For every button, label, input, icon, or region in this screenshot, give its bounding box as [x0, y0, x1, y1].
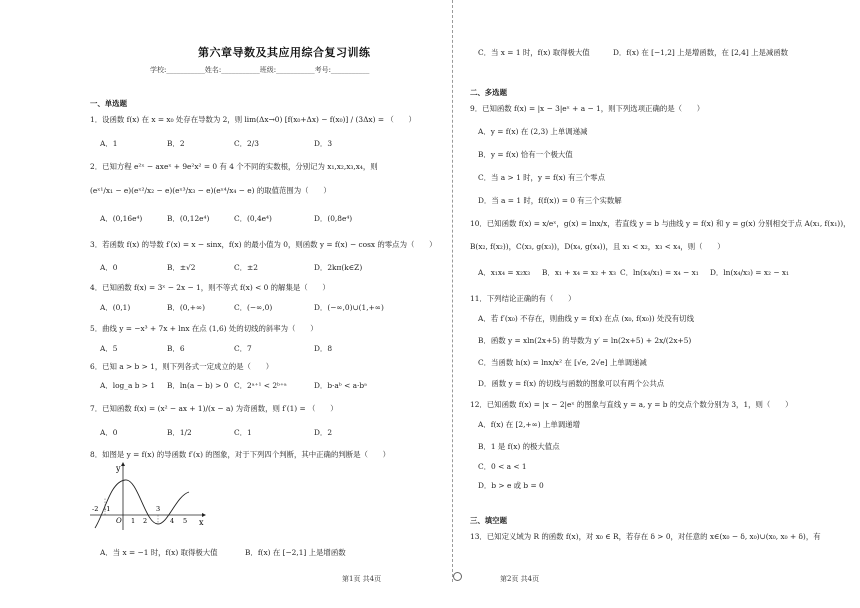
q12-option-b[interactable]: B．1 是 f(x) 的极大值点	[478, 442, 560, 451]
section-fill-blank: 三、填空题	[470, 516, 507, 525]
q3-option-d[interactable]: D．2kπ(k∈Z)	[314, 263, 363, 272]
q9-option-b[interactable]: B．y = f(x) 恰有一个极大值	[478, 150, 573, 159]
q10-option-a[interactable]: A．x₁x₄ = x₂x₃	[478, 268, 531, 277]
q7-stem: 7．已知函数 f(x) = (x² − ax + 1)/(x − a) 为奇函数，则 f′(1) = （ ）	[90, 404, 338, 413]
graph-tick: 3	[156, 505, 161, 513]
q5-stem: 5．曲线 y = −x³ + 7x + lnx 在点 (1,6) 处的切线的斜率为（ ）	[90, 324, 318, 333]
q12-stem: 12．已知函数 f(x) = |x − 2|eˣ 的图象与直线 y = a, y = b 的交点个数分别为 3，1，则（ ）	[470, 400, 793, 409]
q3-option-b[interactable]: B．±√2	[167, 263, 196, 272]
student-info-line: 学校:___________姓名:___________班级:___________考号:___________	[150, 66, 370, 74]
q7-option-d[interactable]: D．2	[314, 428, 333, 437]
binding-hole-icon	[453, 572, 462, 581]
q3-stem: 3．若函数 f(x) 的导数 f′(x) = x − sinx，f(x) 的最小值为 0，则函数 y = f(x) − cosx 的零点为（ ）	[90, 240, 437, 249]
q11-option-d[interactable]: D．函数 y = f(x) 的切线与函数的图象可以有两个公共点	[478, 379, 665, 388]
q2-option-c[interactable]: C．(0,4e⁴)	[234, 214, 272, 223]
q7-option-c[interactable]: C．1	[234, 428, 252, 437]
q3-option-a[interactable]: A．0	[100, 263, 118, 272]
q6-option-c[interactable]: C．2ᵃ⁺¹ < 2ᵇ⁺ᵃ	[234, 381, 287, 390]
graph-x-arrow	[202, 513, 206, 517]
q7-option-a[interactable]: A．0	[100, 428, 118, 437]
q4-option-c[interactable]: C．(−∞,0)	[234, 303, 273, 312]
q10-option-d[interactable]: D．ln(x₄/x₃) = x₂ − x₁	[710, 268, 790, 277]
graph-origin-label: O	[116, 517, 122, 525]
q8-option-b[interactable]: B．f(x) 在 [−2,1] 上是增函数	[245, 548, 346, 557]
q8-option-d[interactable]: D．f(x) 在 [−1,2] 上是增函数，在 [2,4] 上是减函数	[613, 48, 789, 57]
graph-x-label: x	[199, 518, 204, 527]
q13-stem: 13．已知定义域为 R 的函数 f(x)，对 x₀ ∈ R，若存在 δ > 0，对任意的 x∈(x₀ − δ, x₀)∪(x₀, x₀ + δ)，有	[470, 532, 821, 541]
q8-stem: 8．如图是 y = f(x) 的导函数 f′(x) 的图象，对于下列四个判断，其中正确的判断是（ ）	[90, 450, 391, 459]
graph-y-label: y	[116, 464, 121, 473]
q1-option-a[interactable]: A．1	[100, 139, 118, 148]
q4-option-d[interactable]: D．(−∞,0)∪(1,+∞)	[314, 303, 384, 312]
q6-option-d[interactable]: D．b·aᵇ < a·bᵃ	[314, 381, 367, 390]
graph-tick: 4	[170, 517, 175, 525]
q2-stem-cont: (eˣ¹/x₁ − e)(eˣ²/x₂ − e)(eˣ³/x₃ − e)(eˣ⁴/x₄ − e) 的取值范围为（ ）	[90, 186, 331, 195]
q8-option-a[interactable]: A．当 x = −1 时，f(x) 取得极大值	[100, 548, 218, 557]
q5-option-b[interactable]: B．6	[167, 344, 185, 353]
section-single-choice: 一、单选题	[90, 99, 127, 108]
q10-option-b[interactable]: B．x₁ + x₄ = x₂ + x₃	[542, 268, 617, 277]
q11-stem: 11．下列结论正确的有（ ）	[470, 294, 576, 303]
q5-option-d[interactable]: D．8	[314, 344, 333, 353]
graph-tick: 2	[143, 517, 148, 525]
q10-stem-cont: B(x₂, f(x₂))，C(x₃, g(x₃))，D(x₄, g(x₄))，且 x₁ < x₂，x₃ < x₄，则（ ）	[470, 242, 725, 251]
column-divider	[452, 0, 453, 582]
q5-option-c[interactable]: C．7	[234, 344, 252, 353]
q10-option-c[interactable]: C．ln(x₄/x₁) = x₄ − x₁	[620, 268, 699, 277]
q8-option-c[interactable]: C．当 x = 1 时，f(x) 取得极大值	[478, 48, 590, 57]
q5-option-a[interactable]: A．5	[100, 344, 118, 353]
q12-option-c[interactable]: C．0 < a < 1	[478, 462, 527, 471]
q11-option-c[interactable]: C．当函数 h(x) = lnx/x² 在 [√e, 2√e] 上单调递减	[478, 358, 647, 367]
page-title: 第六章导数及其应用综合复习训练	[198, 46, 371, 59]
q1-option-c[interactable]: C．2/3	[234, 139, 259, 148]
q9-option-a[interactable]: A．y = f(x) 在 (2,3) 上单调递减	[478, 127, 588, 136]
q1-stem: 1．设函数 f(x) 在 x = x₀ 处存在导数为 2，则 lim(Δx→0) [f(x₀+Δx) − f(x₀)] / (3Δx) = （ ）	[90, 115, 416, 124]
derivative-curve	[95, 480, 189, 528]
graph-y-arrow	[121, 462, 125, 466]
q7-option-b[interactable]: B．1/2	[167, 428, 192, 437]
graph-tick: 1	[131, 517, 136, 525]
q4-option-a[interactable]: A．(0,1)	[100, 303, 131, 312]
q6-option-a[interactable]: A．log_a b > 1	[100, 381, 156, 390]
graph-tick: 5	[183, 517, 188, 525]
q2-option-a[interactable]: A．(0,16e⁴)	[100, 214, 143, 223]
q12-option-a[interactable]: A．f(x) 在 [2,+∞) 上单调递增	[478, 420, 580, 429]
q6-option-b[interactable]: B．ln(a − b) > 0	[167, 381, 229, 390]
q10-stem: 10．已知函数 f(x) = x/eˣ，g(x) = lnx/x，若直线 y = b 与曲线 y = f(x) 和 y = g(x) 分别相交于点 A(x₁, f(x₁))，	[470, 219, 851, 228]
q4-option-b[interactable]: B．(0,+∞)	[167, 303, 205, 312]
q12-option-d[interactable]: D．b > e 或 b = 0	[478, 481, 544, 490]
graph-tick: -1	[104, 505, 111, 513]
footer-page-right: 第2页 共4页	[500, 575, 540, 583]
graph-tick: -2	[92, 505, 99, 513]
q9-option-d[interactable]: D．当 a = 1 时，f(f(x)) = 0 有三个实数解	[478, 196, 622, 205]
q6-stem: 6．已知 a > b > 1，则下列各式一定成立的是（ ）	[90, 362, 274, 371]
q2-option-d[interactable]: D．(0,8e⁴)	[314, 214, 353, 223]
q1-option-d[interactable]: D．3	[314, 139, 333, 148]
q11-option-b[interactable]: B．函数 y = xln(2x+5) 的导数为 y′ = ln(2x+5) + 2x/(2x+5)	[478, 336, 692, 345]
q9-stem: 9．已知函数 f(x) = |x − 3|eˣ + a − 1，则下列选项正确的是（ ）	[470, 104, 705, 113]
q3-option-c[interactable]: C．±2	[234, 263, 258, 272]
footer-page-left: 第1页 共4页	[342, 575, 382, 583]
q11-option-a[interactable]: A．若 f′(x₀) 不存在，则曲线 y = f(x) 在点 (x₀, f(x₀)) 处没有切线	[478, 314, 694, 323]
q4-stem: 4．已知函数 f(x) = 3ˣ − 2x − 1，则不等式 f(x) < 0 的解集是（ ）	[90, 283, 330, 292]
derivative-graph	[90, 462, 208, 532]
q2-option-b[interactable]: B．(0,12e⁴)	[167, 214, 210, 223]
q1-option-b[interactable]: B．2	[167, 139, 185, 148]
q2-stem: 2．已知方程 e²ˣ − axeˣ + 9e²x² = 0 有 4 个不同的实数根，分别记为 x₁,x₂,x₃,x₄，则	[90, 162, 378, 171]
q9-option-c[interactable]: C．当 a > 1 时，y = f(x) 有三个零点	[478, 173, 605, 182]
section-multi-choice: 二、多选题	[470, 88, 507, 97]
